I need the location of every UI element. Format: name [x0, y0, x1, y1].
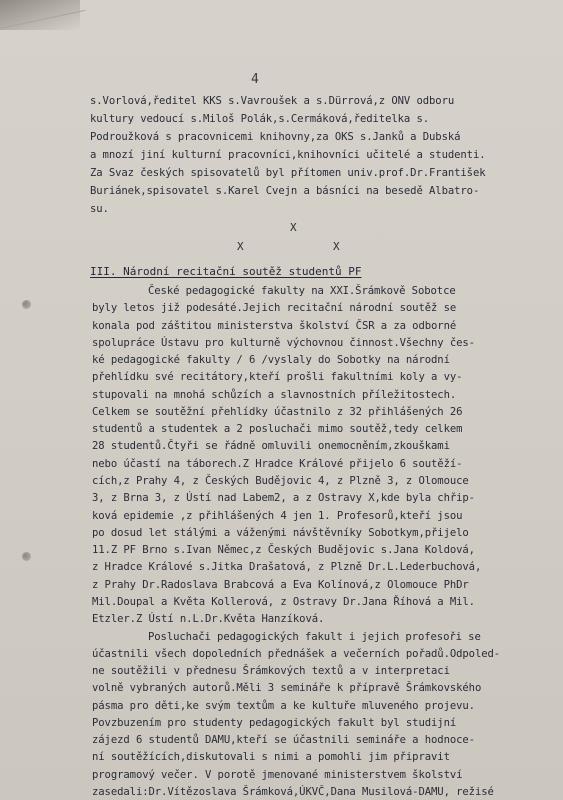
text-line: ková epidemie ,z přihlášených 4 jen 1. Profesorů,kteří jsou — [92, 510, 463, 522]
divider-mark: X — [237, 240, 244, 253]
text-line: ní soutěžících,diskutovali s nimi a pomohli jim připravit — [92, 751, 450, 763]
text-line: su. — [90, 203, 109, 215]
text-line: studentů a studentek a 2 posluchači mimo soutěž,tedy celkem — [92, 423, 463, 435]
text-line: 28 studentů.Čtyři se řádně omluvili onemocněním,zkouškami — [92, 440, 450, 452]
text-line: z Prahy Dr.Radoslava Brabcová a Eva Kolínová,z Olomouce PhDr — [92, 579, 469, 591]
text-line: byly letos již podesáté.Jejich recitační národní soutěž se — [92, 302, 457, 314]
text-line: a mnozí jiní kulturní pracovníci,knihovníci učitelé a studenti. — [90, 149, 486, 161]
text-line: volně vybraných autorů.Měli 3 semináře k přípravě Šrámkovského — [92, 682, 482, 694]
text-line: Etzler.Z Ústí n.L.Dr.Květa Hanzíková. — [92, 613, 325, 625]
text-line: přehlídku své recitátory,kteří prošli fakultními koly a vy- — [92, 371, 463, 383]
text-line: 3, z Brna 3, z Ústí nad Labem2, a z Ostravy X,kde byla chřip- — [92, 492, 475, 504]
text-line: ne soutěžili v přednesu Šrámkových textů a v interpretaci — [92, 665, 450, 677]
text-line: Za Svaz českých spisovatelů byl přítomen univ.prof.Dr.František — [90, 167, 486, 179]
text-line: pásma pro děti,ke svým textům a ke kultuře mluveného projevu. — [92, 700, 475, 712]
page-number: 4 — [251, 72, 259, 87]
text-line: zájezd 6 studentů DAMU,kteří se účastnili semináře a hodnoce- — [92, 734, 475, 746]
text-line: z Hradce Králové s.Jitka Drašatová, z Plzně Dr.L.Lederbuchová, — [92, 561, 482, 573]
text-line: nebo účastí na táborech.Z Hradce Králové přijelo 6 soutěží- — [92, 458, 463, 470]
text-line: po dosud let stálými a váženými návštěvníky Sobotkym,přijelo — [92, 527, 469, 539]
text-line: stupovali na mnohá schůzích a slavnostních příležitostech. — [92, 389, 457, 401]
text-line: spolupráce Ústavu pro kulturně výchovnou činnost.Všechny čes- — [92, 337, 475, 349]
text-line: zasedali:Dr.Vítězoslava Šrámková,ÚKVČ,Dana Musilová-DAMU, režisé — [92, 786, 494, 798]
text-line: Buriánek,spisovatel s.Karel Cvejn a básníci na besedě Albatro- — [90, 185, 480, 197]
section-heading: III. Národní recitační soutěž studentů PF — [90, 265, 362, 278]
text-line: Celkem se soutěžní přehlídky účastnilo z 32 přihlášených 26 — [92, 406, 463, 418]
text-line: účastnili všech dopoledních přednášek a večerních pořadů.Odpoled- — [92, 648, 501, 660]
text-line: s.Vorlová,ředitel KKS s.Vavroušek a s.Dürrová,z ONV odboru — [90, 95, 455, 107]
text-line: Mil.Doupal a Květa Kollerová, z Ostravy Dr.Jana Říhová a Mil. — [92, 596, 475, 608]
text-line: cích,z Prahy 4, z Českých Budějovic 4, z Plzně 3, z Olomouce — [92, 475, 469, 487]
punch-hole — [22, 300, 31, 309]
punch-hole — [22, 552, 31, 561]
text-line: ké pedagogické fakulty / 6 /vyslaly do Sobotky na národní — [92, 354, 450, 366]
text-line: konala pod záštitou ministerstva školství ČSR a za odborné — [92, 320, 457, 332]
text-line: programový večer. V porotě jmenované ministerstvem školství — [92, 769, 463, 781]
text-line: 11.Z PF Brno s.Ivan Němec,z Českých Budějovic s.Jana Koldová, — [92, 544, 475, 556]
text-line: Povzbuzením pro studenty pedagogických fakult byl studijní — [92, 717, 457, 729]
text-line: Posluchači pedagogických fakult i jejich profesoři se — [148, 631, 481, 643]
divider-mark: X — [333, 240, 340, 253]
text-line: Podroužková s pracovnicemi knihovny,za OKS s.Janků a Dubská — [90, 131, 461, 143]
divider-mark: X — [290, 221, 297, 234]
text-line: kultury vedoucí s.Miloš Polák,s.Cermáková,ředitelka s. — [90, 113, 430, 125]
text-line: České pedagogické fakulty na XXI.Šrámkově Sobotce — [148, 285, 456, 297]
